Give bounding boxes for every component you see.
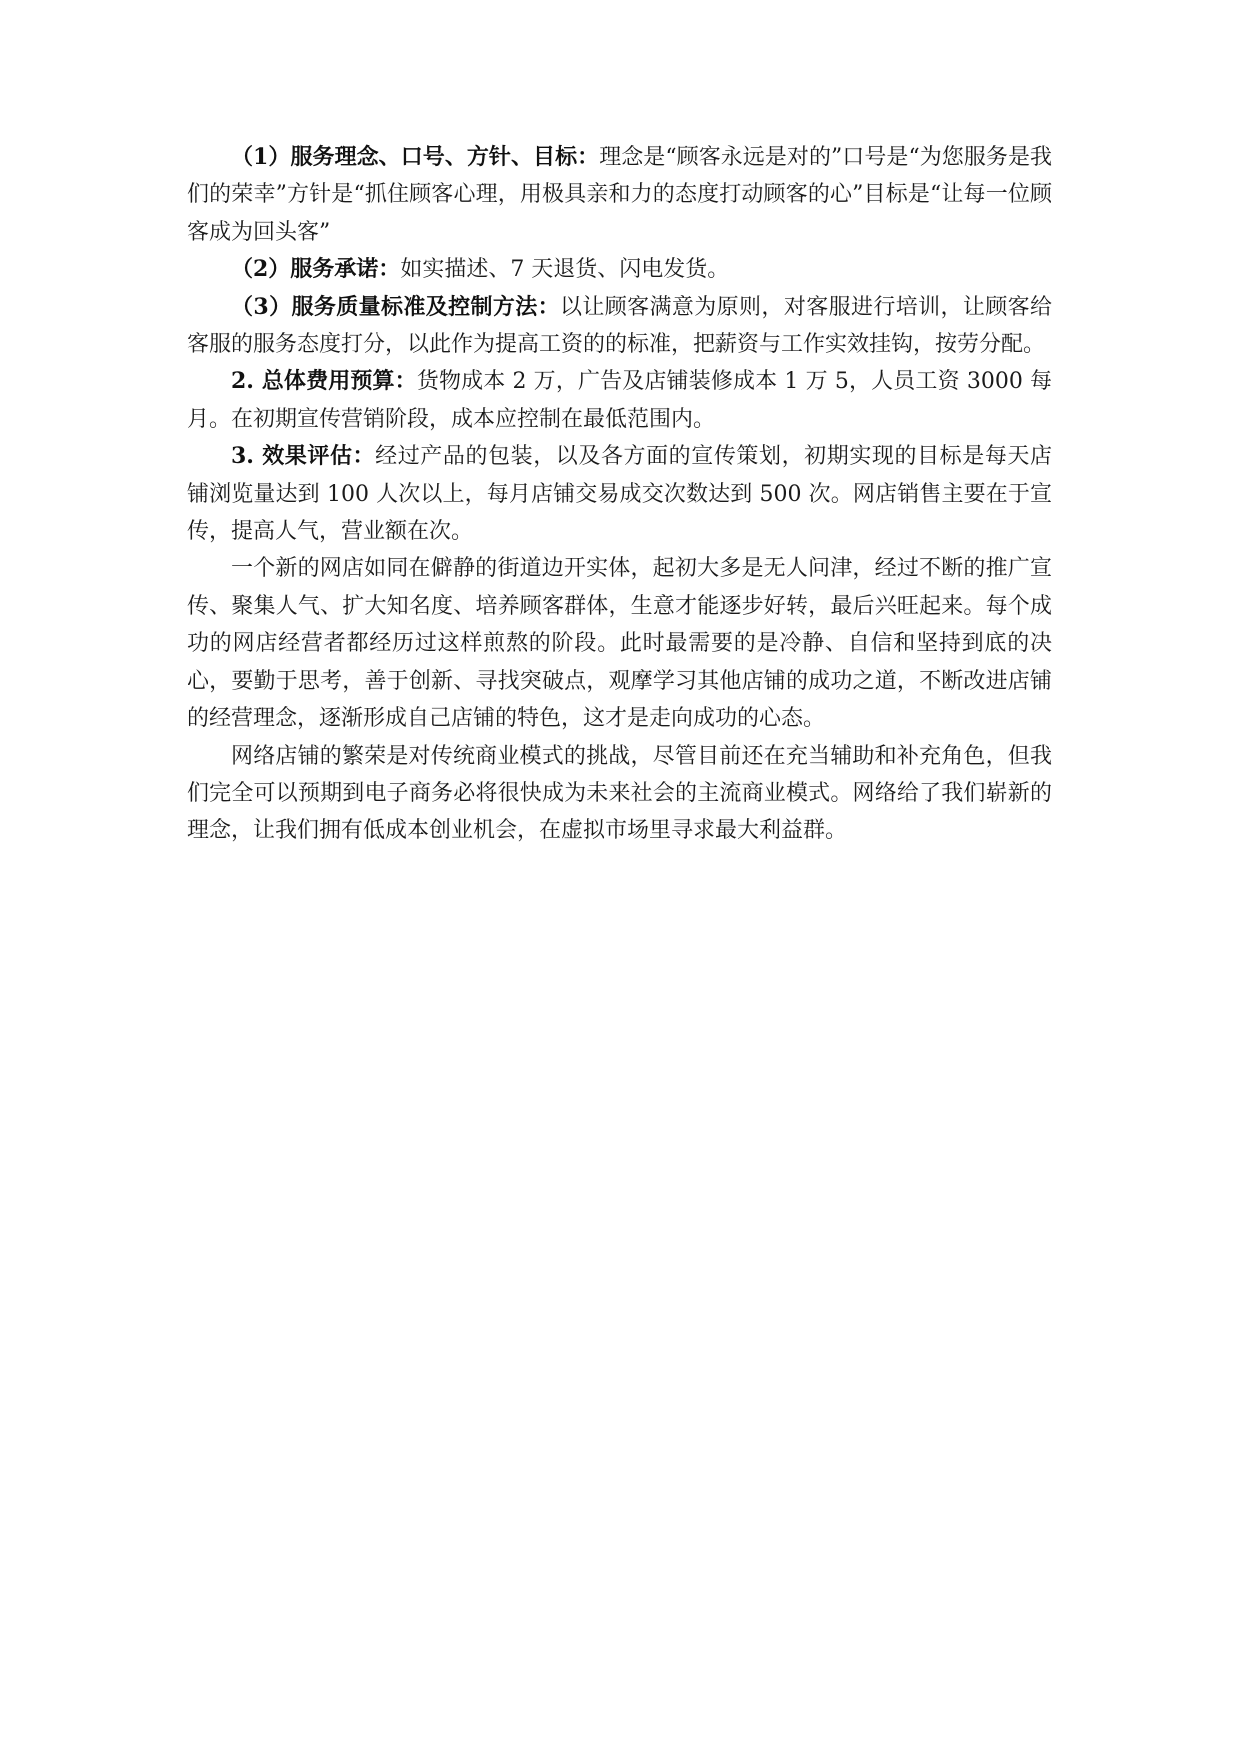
paragraph-quality-standard	[187, 289, 1052, 364]
paragraph-budget	[187, 363, 1052, 438]
paragraph-text: 以让顾客满意为原则，对客服进行培训，让顾客给客服的服务态度打分，以此作为提高工资的的标准，把薪资与工作实效挂钩，按劳分配。	[187, 294, 1052, 358]
paragraph-text: 一个新的网店如同在僻静的街道边开实体，起初大多是无人问津，经过不断的推广宣传、聚集人气、扩大知名度、培养顾客群体，生意才能逐步好转，最后兴旺起来。每个成功的网店经营者都经历过这样煎熬的阶段。此时最需要的是冷静、自信和坚持到底的决心，要勤于思考，善于创新、寻找突破点，观摩学习其他店铺的成功之道，不断改进店铺的经营理念，逐渐形成自己店铺的特色，这才是走向成功的心态。	[187, 556, 1052, 732]
paragraph-evaluation	[187, 438, 1052, 550]
paragraph-lead: （1）服务理念、口号、方针、目标：	[231, 144, 600, 170]
paragraph-service-commitment	[187, 251, 1052, 288]
paragraph-text: 如实描述、7 天退货、闪电发货。	[400, 257, 730, 283]
paragraph-text: 货物成本 2 万，广告及店铺装修成本 1 万 5，人员工资 3000 每月。在初期宣传营销阶段，成本应控制在最低范围内。	[187, 369, 1052, 432]
paragraph-text: 网络店铺的繁荣是对传统商业模式的挑战，尽管目前还在充当辅助和补充角色，但我们完全可以预期到电子商务必将很快成为未来社会的主流商业模式。网络给了我们崭新的理念，让我们拥有低成本创业机会，在虚拟市场里寻求最大利益群。	[187, 743, 1052, 844]
paragraph-lead: （2）服务承诺：	[231, 256, 401, 283]
paragraph-conclusion	[187, 738, 1052, 850]
paragraph-service-concept	[187, 139, 1052, 251]
paragraph-text: 经过产品的包装，以及各方面的宣传策划，初期实现的目标是每天店铺浏览量达到 100 人次以上，每月店铺交易成交次数达到 500 次。网店销售主要在于宣传，提高人气，营业额在次。	[187, 444, 1052, 545]
paragraph-lead: 3. 效果评估：	[231, 443, 376, 470]
paragraph-lead: （3）服务质量标准及控制方法：	[231, 293, 561, 320]
document-page	[187, 139, 1052, 850]
paragraph-text: 理念是“顾客永远是对的”口号是“为您服务是我们的荣幸”方针是“抓住顾客心理，用极具亲和力的态度打动顾客的心”目标是“让每一位顾客成为回头客”	[187, 145, 1053, 245]
paragraph-lead: 2. 总体费用预算：	[231, 368, 417, 395]
paragraph-new-shop	[187, 550, 1052, 737]
